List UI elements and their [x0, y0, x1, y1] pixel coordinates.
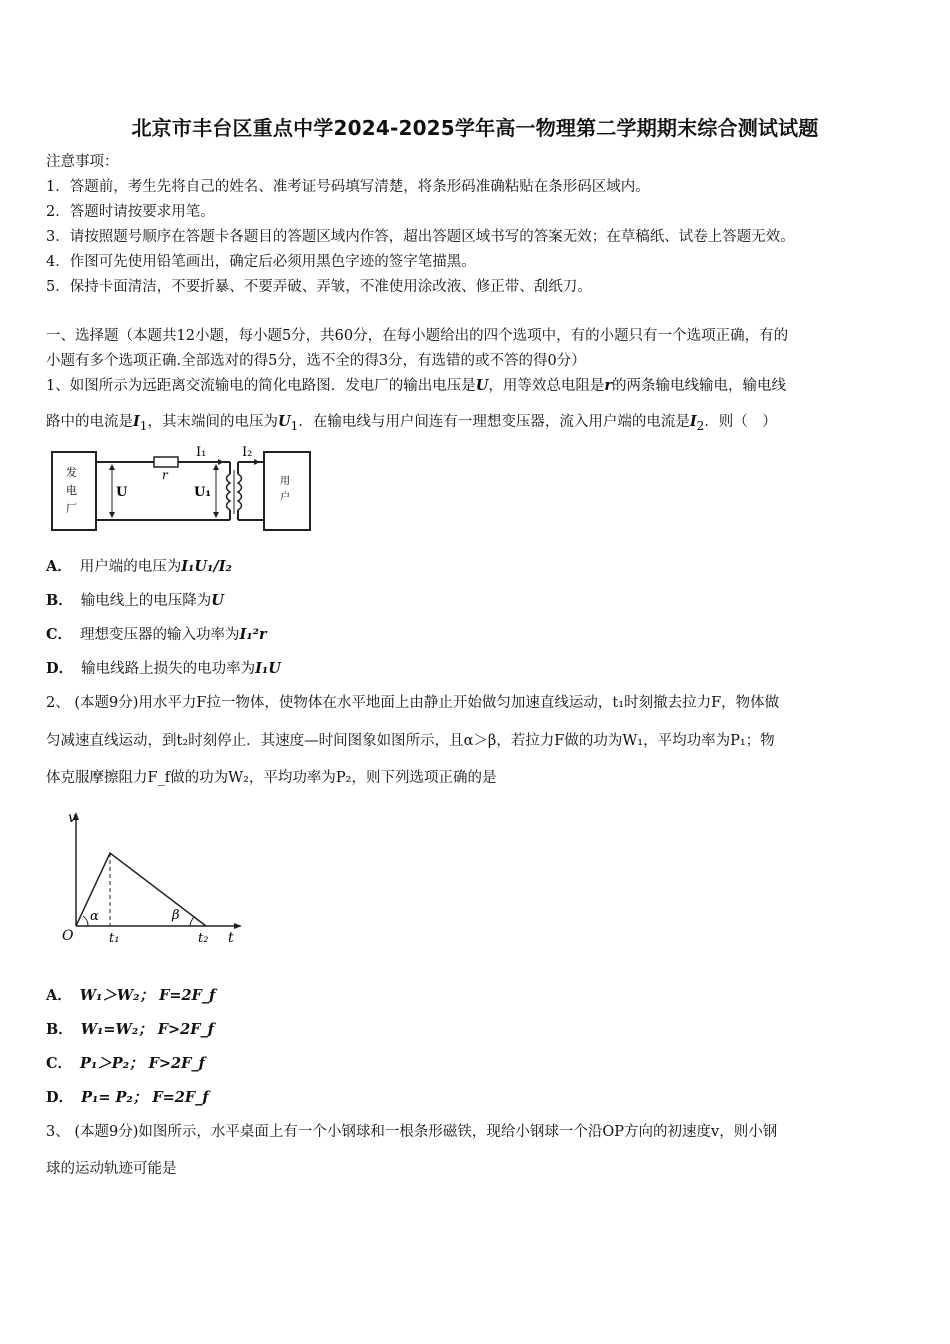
q1-var-U1: U — [277, 413, 291, 430]
notice-item-3: 3．请按照题号顺序在答题卡各题目的答题区域内作答，超出答题区域书写的答案无效；在草稿纸、试卷上答题无效。 — [46, 229, 795, 245]
secondary-coil — [238, 474, 242, 510]
option-text: W₁=W₂； F>2F_f — [80, 1021, 215, 1038]
label-origin: O — [62, 928, 74, 944]
alpha-arc — [83, 916, 88, 926]
q1-text: 1、如图所示为远距离交流输电的简化电路图．发电厂的输出电压是 — [46, 378, 476, 394]
q2-option-a[interactable] — [46, 986, 215, 1006]
q2-line3: 体克服摩擦阻力F_f做的功为W₂，平均功率为P₂，则下列选项正确的是 — [46, 770, 497, 786]
plant-label-2: 电 — [66, 484, 77, 497]
notice-item-4: 4．作图可先使用铅笔画出，确定后必须用黑色字迹的签字笔描黑。 — [46, 254, 476, 270]
option-letter: C． — [46, 1055, 73, 1072]
option-letter: D． — [46, 1089, 74, 1106]
q1-text: ，用等效总电阻是 — [488, 378, 605, 394]
option-letter: C． — [46, 626, 73, 643]
q1-text: 路中的电流是 — [46, 414, 133, 430]
user-box — [264, 452, 310, 530]
q2-option-c[interactable] — [46, 1054, 205, 1074]
q1-text: ．则（ ） — [704, 414, 777, 430]
label-t: t — [228, 930, 234, 946]
section-intro-line1: 一、选择题（本题共12小题，每小题5分，共60分，在每小题给出的四个选项中，有的小题只有一个选项正确，有的 — [46, 328, 789, 344]
q1-text: ．在输电线与用户间连有一理想变压器，流入用户端的电流是 — [298, 414, 690, 430]
option-expr: I₁U — [255, 660, 281, 677]
q3-line1: 3、 (本题9分)如图所示，水平桌面上有一个小钢球和一根条形磁铁，现给小钢球一个沿OP方向的初速度v，则小钢 — [46, 1124, 778, 1140]
velocity-time-graph — [58, 808, 248, 950]
user-label-1: 用 — [280, 476, 290, 487]
q2-line2: 匀减速直线运动，到t₂时刻停止．其速度—时间图象如图所示，且α＞β，若拉力F做的功为W₁，平均功率为P₁；物 — [46, 733, 775, 749]
primary-coil — [227, 474, 231, 510]
q1-text: 的两条输电线输电，输电线 — [612, 378, 787, 394]
q2-option-b[interactable] — [46, 1020, 214, 1040]
option-expr: U — [211, 592, 224, 609]
notice-item-1: 1．答题前，考生先将自己的姓名、准考证号码填写清楚，将条形码准确粘贴在条形码区域内。 — [46, 179, 650, 195]
q1-option-c[interactable] — [46, 625, 267, 645]
plant-label-3: 厂 — [66, 502, 77, 515]
label-r: r — [162, 468, 168, 482]
q1-line2 — [46, 412, 777, 436]
page-title: 北京市丰台区重点中学2024-2025学年高一物理第二学期期末综合测试试题 — [131, 116, 819, 140]
plant-label-1: 发 — [66, 466, 77, 479]
label-beta: β — [172, 908, 180, 923]
label-U: U — [116, 485, 128, 500]
label-t2: t₂ — [198, 931, 209, 946]
option-letter: B． — [46, 592, 73, 609]
notice-item-5: 5．保持卡面清洁，不要折暴、不要弄破、弄皱，不准使用涂改液、修正带、刮纸刀。 — [46, 279, 592, 295]
user-label-2: 户 — [280, 492, 290, 503]
option-text: 输电线上的电压降为 — [80, 593, 212, 609]
option-text: W₁＞W₂； F=2F_f — [79, 987, 216, 1004]
q1-sub: 1 — [139, 418, 148, 433]
q1-text: ，其末端间的电压为 — [147, 414, 278, 430]
option-text: 输电线路上损失的电功率为 — [81, 661, 256, 677]
beta-arc — [190, 917, 194, 926]
q1-sub: 1 — [290, 418, 299, 433]
q2-option-d[interactable] — [46, 1088, 209, 1108]
option-text: 理想变压器的输入功率为 — [80, 627, 240, 643]
option-text: P₁= P₂； F=2F_f — [81, 1089, 209, 1106]
q1-option-a[interactable] — [46, 557, 232, 577]
option-text: 用户端的电压为 — [79, 559, 182, 575]
section-intro-line2: 小题有多个选项正确.全部选对的得5分，选不全的得3分，有选错的或不答的得0分） — [46, 353, 586, 369]
option-letter: D． — [46, 660, 74, 677]
q3-line2: 球的运动轨迹可能是 — [46, 1161, 177, 1177]
option-letter: B． — [46, 1021, 73, 1038]
label-alpha: α — [90, 909, 99, 924]
label-I1: I₁ — [196, 445, 207, 460]
q1-var-r: r — [604, 377, 613, 394]
label-I2: I₂ — [242, 445, 253, 460]
t-arrow — [234, 923, 242, 929]
q1-line1 — [46, 376, 786, 396]
circuit-diagram — [48, 440, 318, 540]
option-expr: I₁²r — [239, 626, 267, 643]
label-t1: t₁ — [109, 931, 120, 946]
notice-item-2: 2．答题时请按要求用笔。 — [46, 204, 215, 220]
q1-var-I1: I — [133, 413, 140, 430]
q1-var-U: U — [475, 377, 489, 394]
label-v: v — [68, 810, 76, 826]
q2-line1: 2、 (本题9分)用水平力F拉一物体，使物体在水平地面上由静止开始做匀加速直线运动，t₁时刻撤去拉力F，物体做 — [46, 695, 780, 711]
q1-var-I2: I — [689, 413, 697, 430]
q1-sub: 2 — [696, 418, 705, 433]
resistor-r — [154, 457, 178, 467]
label-U1: U₁ — [194, 485, 212, 500]
option-expr: I₁U₁/I₂ — [181, 558, 232, 575]
option-text: P₁＞P₂； F>2F_f — [80, 1055, 205, 1072]
option-letter: A． — [46, 558, 72, 575]
q1-option-d[interactable] — [46, 659, 281, 679]
q1-option-b[interactable] — [46, 591, 224, 611]
option-letter: A． — [46, 987, 72, 1004]
notice-heading: 注意事项： — [46, 154, 119, 170]
